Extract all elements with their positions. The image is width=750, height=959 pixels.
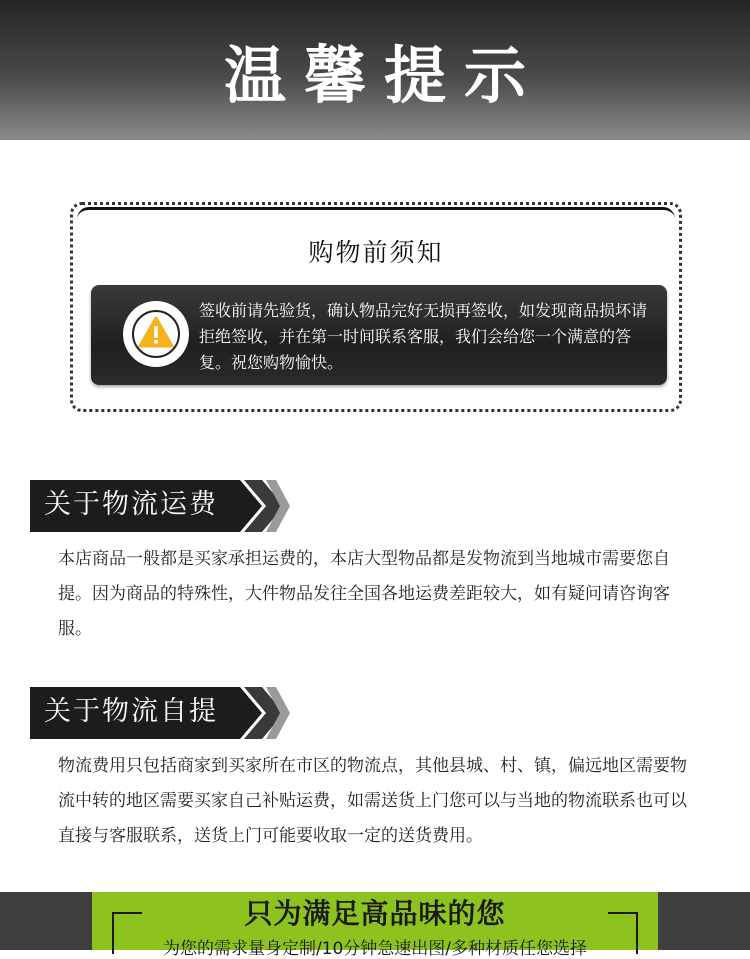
section-header-self-pickup xyxy=(30,687,290,739)
footer-subtitle: 为您的需求量身定制/10分钟急速出图/多种材质任您选择 xyxy=(162,939,588,959)
section-body-self-pickup: 物流费用只包括商家到买家所在市区的物流点，其他县城、村、镇，偏远地区需要物流中转的地区需要买家自己补贴运费，如需送货上门您可以与当地的物流联系也可以直接与客服联系，送货上门可能要收取一定的送货费用。 xyxy=(58,756,687,846)
notice-title: 购物前须知 xyxy=(308,238,444,267)
footer-promo xyxy=(92,892,658,959)
section-title: 关于物流自提 xyxy=(44,696,218,727)
section-title: 关于物流运费 xyxy=(44,489,218,520)
notice-box xyxy=(70,202,682,412)
header-banner xyxy=(0,0,750,140)
warning-badge xyxy=(123,301,189,367)
warning-icon xyxy=(131,309,181,359)
page-title: 温馨提示 xyxy=(223,38,544,112)
footer-title: 只为满足高品味的您 xyxy=(244,897,506,930)
notice-panel xyxy=(91,285,667,385)
section-body-shipping-fee: 本店商品一般都是买家承担运费的，本店大型物品都是发物流到当地城市需要您自提。因为商品的特殊性，大件物品发往全国各地运费差距较大，如有疑问请咨询客服。 xyxy=(58,549,670,639)
section-header-shipping-fee xyxy=(30,480,290,532)
notice-text: 签收前请先验货，确认物品完好无损再签收，如发现商品损坏请拒绝签收，并在第一时间联系客服，我们会给您一个满意的答复。祝您购物愉快。 xyxy=(199,301,648,372)
